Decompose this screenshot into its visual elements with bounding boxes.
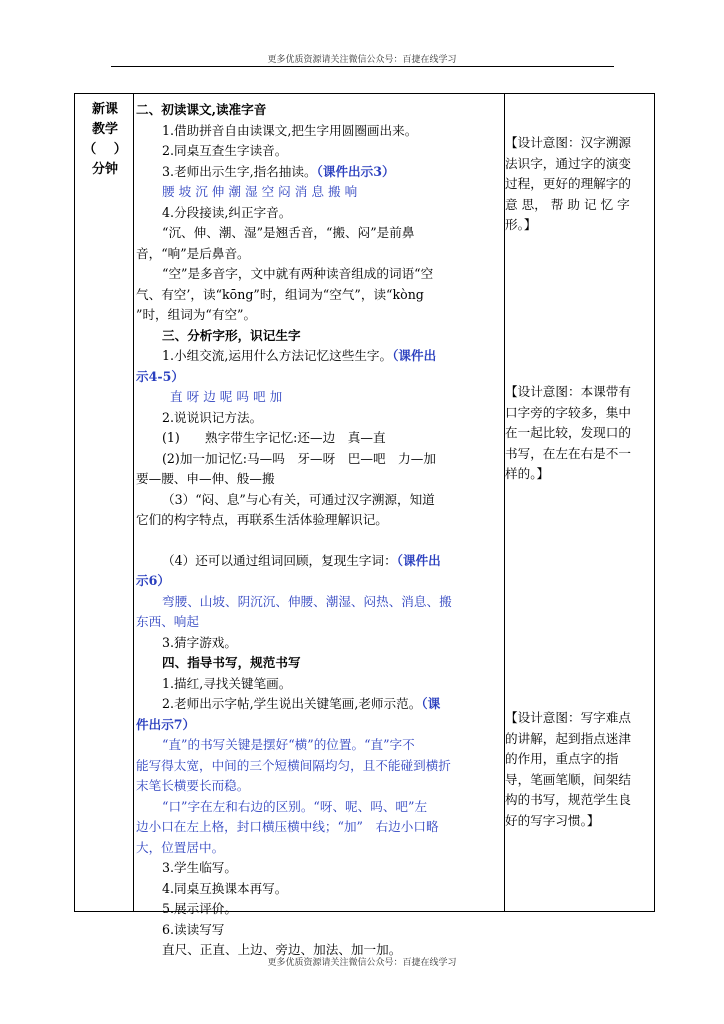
note-line: 意 思， 帮 助 记 忆 字	[505, 196, 630, 212]
paragraph: “沉、伸、潮、湿”是翘舌音，“搬、闷”是前鼻	[162, 225, 415, 240]
note-line: 法识字，通过字的演变	[505, 155, 631, 171]
design-note-1	[505, 133, 653, 236]
note-line: 的讲解，起到指点迷津	[505, 730, 631, 746]
method-text: （4）还可以通过组词回顾，复现生字词：（课件出	[162, 552, 441, 568]
time-label-4: 分钟	[91, 162, 118, 177]
writing-guide: 边小口在左上格，封口横压横中线；“加” 右边小口略	[136, 819, 439, 834]
teaching-content	[136, 100, 504, 961]
time-label-3: （ ）	[83, 142, 127, 157]
courseware-note: 示6）	[136, 573, 170, 588]
note-line: 形。】	[505, 217, 537, 232]
step-text: 6.读读写写	[162, 921, 225, 937]
time-label-1: 新课	[91, 102, 118, 117]
step-text: 4.同桌互换课本再写。	[162, 880, 288, 896]
writing-guide: 末笔长横要长而稳。	[136, 778, 250, 793]
new-characters: 直 呀 边 呢 吗 吧 加	[170, 389, 283, 404]
section-2-title: 二、初读课文,读准字音	[136, 102, 267, 117]
step-text: 4.分段接读,纠正字音。	[162, 204, 292, 220]
step-text: 2.老师出示字帖,学生说出关键笔画,老师示范。（课	[162, 696, 441, 711]
step-text: 3.猜字游戏。	[162, 634, 237, 650]
design-note-2	[505, 382, 653, 485]
note-line: 【设计意图：本课带有	[505, 384, 631, 399]
note-line: 【设计意图：写字难点	[505, 710, 631, 725]
page-header: 更多优质资源请关注微信公众号：百捷在线学习	[267, 55, 457, 65]
method-text: (1) 熟字带生字记忆:还—边 真—直	[162, 430, 386, 445]
note-line: 构的书写，规范学生良	[505, 792, 631, 807]
header-rule	[111, 66, 614, 67]
section-3-title: 三、分析字形，识记生字	[162, 327, 301, 343]
design-note-3	[505, 708, 653, 831]
column-divider-left	[133, 93, 134, 912]
section-4-title: 四、指导书写，规范书写	[162, 655, 301, 670]
note-line: 好的写字习惯。】	[505, 812, 600, 828]
time-cell	[76, 100, 134, 180]
paragraph: 音，“响”是后鼻音。	[136, 245, 250, 261]
method-text: （3）“闷、息”与心有关，可通过汉字溯源，知道	[162, 491, 435, 507]
writing-guide: “口”字在左和右边的区别。“呀、呢、吗、吧”左	[162, 798, 428, 814]
step-text: 5.展示评价。	[162, 901, 237, 916]
step-text: 2.说说识记方法。	[162, 409, 263, 425]
time-label-2: 教学	[91, 122, 118, 137]
method-text: 要—腰、申—伸、般—搬	[136, 471, 275, 486]
courseware-note: 件出示7）	[136, 716, 196, 732]
step-text: 1.小组交流,运用什么方法记忆这些生字。（课件出	[162, 348, 437, 363]
review-words: 弯腰、山坡、阴沉沉、伸腰、潮湿、闷热、消息、搬	[162, 593, 452, 609]
method-text: (2)加一加记忆:马—吗 牙—呀 巴—吧 力—加	[162, 450, 436, 466]
note-line: 样的。】	[505, 466, 550, 481]
note-line: 导，笔画笔顺，间架结	[505, 771, 631, 787]
step-text: 3.老师出示生字,指名抽读。（课件出示3）	[162, 163, 395, 179]
courseware-note: （课件出	[392, 348, 437, 363]
note-line: 口字旁的字较多，集中	[505, 404, 631, 420]
writing-guide: 能写得太宽，中间的三个短横间隔均匀，且不能碰到横折	[136, 757, 451, 773]
paragraph: “空”是多音字，文中就有两种读音组成的词语“空	[162, 266, 434, 281]
step-text: 2.同桌互查生字读音。	[162, 143, 288, 158]
paragraph: ”时，组词为“有空”。	[136, 307, 257, 322]
courseware-note: （课	[421, 696, 441, 711]
method-text: 它们的构字特点，再联系生活体验理解识记。	[136, 512, 388, 527]
courseware-note: （课件出示3）	[316, 163, 395, 179]
note-line: 在一起比较，发现口的	[505, 425, 631, 440]
review-words: 东西、响起	[136, 614, 199, 629]
note-line: 【设计意图：汉字溯源	[505, 135, 631, 150]
page-footer: 更多优质资源请关注微信公众号：百捷在线学习	[267, 958, 457, 968]
note-line: 的作用，重点字的指	[505, 751, 619, 766]
courseware-note: （课件出	[396, 552, 441, 568]
new-characters: 腰 坡 沉 伸 潮 湿 空 闷 消 息 搬 响	[162, 184, 358, 199]
paragraph: 气、有空’，读“kōng”时，组词为“空气”，读“kòng	[136, 286, 424, 302]
step-text: 1.借助拼音自由读课文,把生字用圆圈画出来。	[162, 122, 418, 138]
practice-words: 直尺、正直、上边、旁边、加法、加一加。	[162, 942, 402, 957]
writing-guide: “直”的书写关键是摆好“横”的位置。“直”字不	[162, 737, 415, 752]
step-text: 3.学生临写。	[162, 860, 237, 875]
note-line: 过程，更好的理解字的	[505, 176, 631, 191]
note-line: 书写，在左在右是不一	[505, 445, 631, 461]
step-text: 1.描红,寻找关键笔画。	[162, 675, 292, 691]
courseware-note: 示4-5）	[136, 368, 184, 384]
writing-guide: 大，位置居中。	[136, 839, 225, 855]
